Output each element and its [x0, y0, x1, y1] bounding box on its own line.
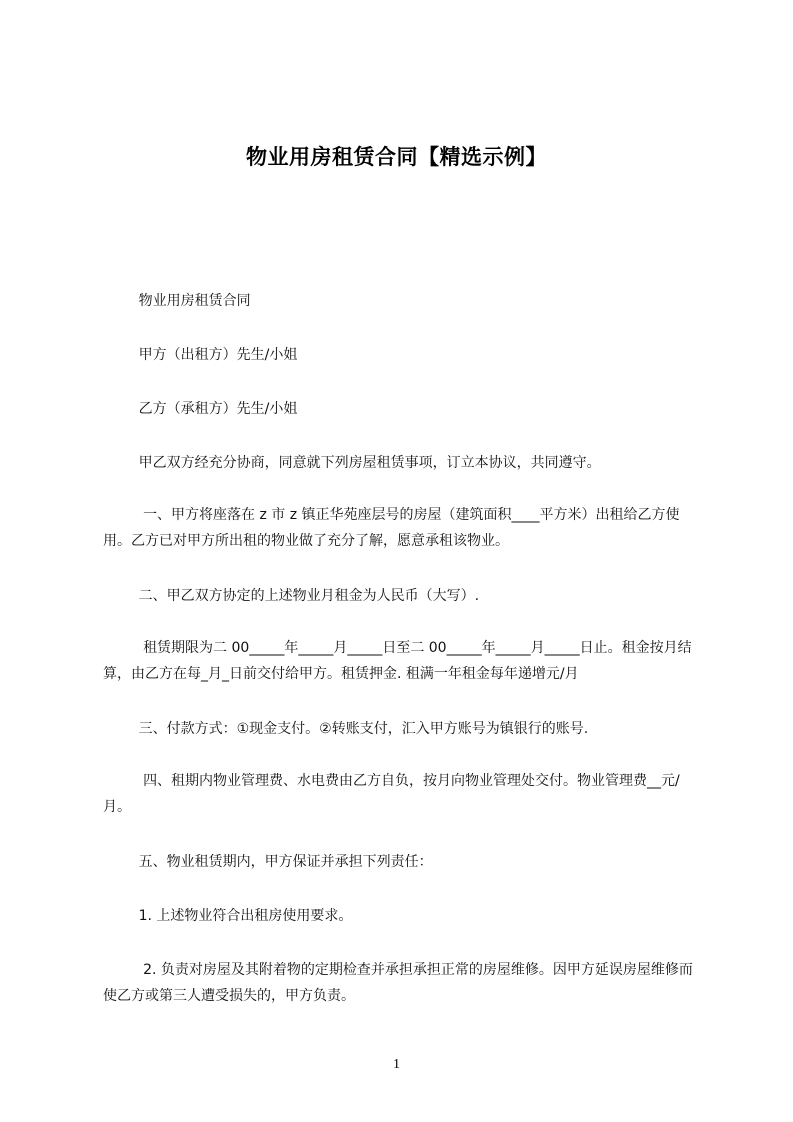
paragraph-party-a: 甲方（出租方）先生/小姐 — [103, 347, 298, 363]
paragraph-party-b: 乙方（承租方）先生/小姐 — [103, 401, 298, 417]
paragraph-clause-2: 二、甲乙双方协定的上述物业月租金为人民币（大写）. — [103, 588, 480, 604]
paragraph-clause-4: 四、租期内物业管理费、水电费由乙方自负，按月向物业管理处交付。物业管理费__元/月。 — [103, 773, 680, 815]
paragraph-item-2: 2. 负责对房屋及其附着物的定期检查并承担承担正常的房屋维修。因甲方延误房屋维修而使乙方或第三人遭受损失的，甲方负责。 — [103, 962, 693, 1004]
paragraph-clause-3: 三、付款方式：①现金支付。②转账支付，汇入甲方账号为镇银行的账号. — [103, 721, 589, 737]
paragraph-clause-1: 一、甲方将座落在 z 市 z 镇正华苑座层号的房屋（建筑面积____平方米）出租给乙方使用。乙方已对甲方所出租的物业做了充分了解，愿意承租该物业。 — [103, 507, 680, 549]
paragraph-contract-name: 物业用房租赁合同 — [103, 293, 251, 309]
paragraph-lease-term: 租赁期限为二 00_____年_____月_____日至二 00_____年_____月_____日止。租金按月结算，由乙方在每_月_日前交付给甲方。租赁押金. 租满一年租金每年递增元/月 — [103, 640, 692, 682]
document-title: 物业用房租赁合同【精选示例】 — [246, 145, 547, 169]
paragraph-item-1: 1. 上述物业符合出租房使用要求。 — [103, 908, 353, 924]
paragraph-preamble: 甲乙双方经充分协商，同意就下列房屋租赁事项，订立本协议，共同遵守。 — [103, 455, 601, 471]
page-number: 1 — [393, 1057, 400, 1072]
paragraph-clause-5: 五、物业租赁期内，甲方保证并承担下列责任： — [103, 854, 433, 870]
